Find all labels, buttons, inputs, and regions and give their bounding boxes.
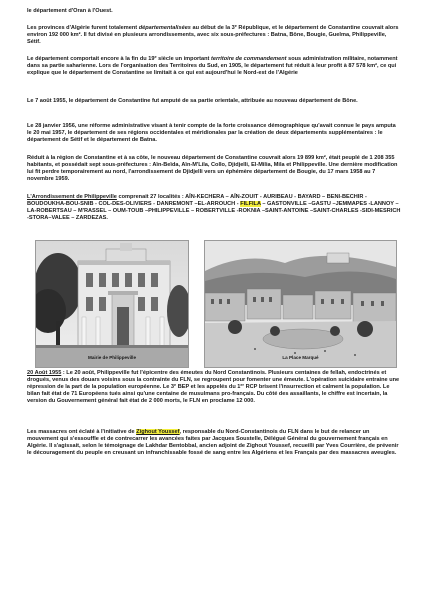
highlighted-name: Zighout Youssef [136,429,180,435]
text-italic: territoire de commandement [210,56,287,62]
text: Le 28 janvier 1956, une réforme administrative visant à tenir compte de la forte croissance démographique qu'avait connue le pays amputa le 20 mai 1957, le département de ses régions occidentales et méridionales par la création de deux départements supplémentaires : le département de Sétif et le département de Batna. [27,123,396,144]
text: sous administration militaire, notamment dans sa partie saharienne. Lors de l'organisation des Territoires du Sud, en 1905, le département fut réduit à leur profit à 87 578 km², ce qui explique que le département de Constantine se limitait à ce qui est aujourd'hui le Nord-est de l'Algérie [27,56,398,77]
paragraph-reduit [27,155,401,183]
superscript: er [240,383,245,388]
text: RCP brisent l'insurrection et calment la population. Le bilan fait état de 71 Européens tués ainsi qu'une centaine de musulmans pro-français. Du côté des assaillants, le chiffre est incertain, la version du Gouvernement général fait état de 2 000 morts, le FLN en proclame 12 000. [27,384,390,405]
place-illustration [205,241,396,367]
text: – GASTONVILLE –GASTU –JEMMAPES -LANNOY –LA-ROBERTSAU – M'RASSEL – OUM-TOUB –PHILIPPEVILLE – ROBERTVILLE -ROKNIA –SAINT-ANTOINE –SAINT-CHARLES -SIDI-MESRICH -STORA–VALEE – ZARDEZAS. [27,201,401,222]
text: au début de la 3 [190,25,235,31]
text: République, et le département de Constantine couvrait alors environ 192 000 km². Il fut divisé en plusieurs arrondissements, avec six sous-préfectures : Batna, Bône, Bougie, Guelma, Philippeville, Sétif. [27,25,399,46]
text: , responsable du Nord-Constantinois du FLN dans le but de relancer un mouvement qui s'essouffle et de contrecarrer les avancées faites par Jacques Soustelle, Délégué Général du gouvernement français en Algérie. Il s'agissait, selon le témoignage de Lakhdar Bentobbal, ancien adjoint de Zighout Youssef, recueilli par Yves Courrière, de prévenir le découragement du peuple en creusant un infranchissable fossé de sang entre les Algériens et les Français par des massacres aveugles. [27,429,399,457]
mairie-caption: Mairie de Philippeville [88,355,136,360]
mairie-photo [35,240,189,368]
text: Le 7 août 1955, le département de Constantine fut amputé de sa partie orientale, attribuée au nouveau département de Bône. [27,98,358,104]
superscript: e [234,24,237,28]
paragraph-provinces [27,25,401,46]
text-underlined: L'Arrondissement de Philippeville [27,194,117,200]
text-italic: départementalisées [138,25,191,31]
mairie-illustration [36,241,188,367]
place-photo [204,240,397,368]
text: : Le 20 août, Philippeville fut l'épicentre des émeutes du Nord Constantinois. Plusieurs centaines de fellah, endoctrinés et drogués, venus des douars voisins sous la contrainte du FLN, se regroupent pour fomenter une émeute. L'opération suicidaire entraine une répression de la part de la population européenne. Le 3 [27,370,400,391]
text: le département d'Oran à l'Ouest. [27,8,113,14]
text: BEP et les appelés du 1 [176,384,241,391]
paragraph-arrondissement [27,194,401,222]
paragraph-massacres [27,429,401,457]
superscript: e [154,55,157,59]
paragraph-1956 [27,123,401,144]
paragraph-intro-end [27,8,401,15]
text: Les provinces d'Algérie furent totalement [27,25,139,31]
text: siècle un important [156,56,211,62]
text: comprenait 27 localités : AÏN-KECHERA – AÏN-ZOUIT - AURIBEAU - BAYARD – BENI-BECHIR - BOUDOUKHA-BOU-SNIB - COL-DES-OLIVIERS - DANREMONT –EL-ARROUCH - [27,194,367,208]
date-underlined: 20 Août 1955 [27,370,62,376]
highlighted-text: FILFILA [240,201,261,208]
text: Les massacres ont éclaté à l'initiative de [27,429,137,435]
paragraph-20-aout [27,370,401,405]
text: Réduit à la région de Constantine et à sa côte, le nouveau département de Constantine couvrait alors 19 899 km², était peuplé de 1 208 355 habitants, et possédait sept sous-préfectures : Aïn-Beïda, Aïn-M'Lila, Collo, Djidjelli, El-Milia, Mila et Philippeville. Une dernière modification lui fit perdre temporairement au nord, l'arrondissement de Djidjelli vers un éphémère département de Bougie, du 17 mars 1958 au 7 novembre 1959. [27,155,398,183]
place-caption: La Place Marqué [282,355,319,360]
text: Le département comportait encore à la fin du 19 [27,56,155,62]
paragraph-1955 [27,98,401,105]
paragraph-territoire [27,56,401,77]
superscript: e [174,383,177,388]
